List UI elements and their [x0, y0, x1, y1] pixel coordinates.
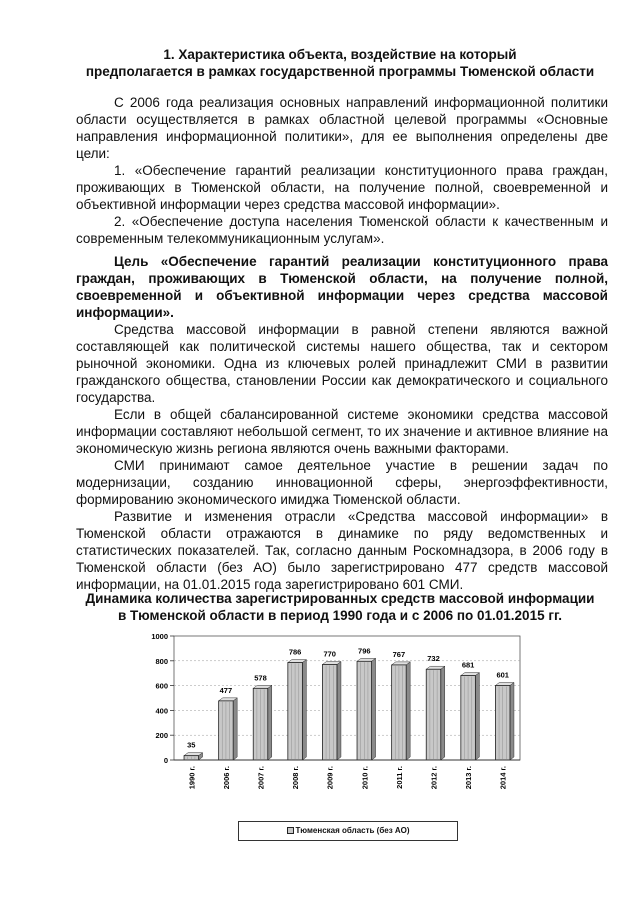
data-label: 35	[187, 740, 196, 750]
y-tick-label: 800	[155, 656, 168, 666]
data-label: 578	[254, 673, 267, 683]
bar-side	[268, 685, 272, 760]
goal-paragraph-4: Развитие и изменения отрасли «Средства массовой информации» в Тюменской области отражаются в динамике по ряду ведомственных и статистических показателей. Так, согласно данным Роскомнадзора, в 2006 году в Тюменской области (без АО) было зарегистрировано 477 средств массовой информации, на 01.01.2015 года зарегистрировано 601 СМИ.	[76, 509, 608, 592]
x-tick-label: 2014 г.	[498, 766, 508, 790]
y-tick-label: 200	[155, 731, 168, 741]
intro-section	[76, 94, 608, 247]
legend-swatch	[287, 827, 294, 834]
goal-section	[76, 253, 608, 593]
bar-side	[372, 658, 376, 760]
y-tick-label: 1000	[151, 632, 168, 641]
goal-paragraph-1: Средства массовой информации в равной степени являются важной составляющей как политической системы нашего общества, так и сектором рыночной экономики. Одна из ключевых ролей принадлежит СМИ в развитии гражданского общества, становлении России как демократического и социального государства.	[76, 322, 608, 405]
x-tick-label: 2010 г.	[360, 766, 370, 790]
goal-item-2: 2. «Обеспечение доступа населения Тюменской области к качественным и современным телекоммуникационным услугам».	[76, 214, 608, 246]
data-label: 767	[392, 649, 406, 659]
x-tick-label: 2009 г.	[325, 766, 335, 790]
data-label: 770	[323, 649, 336, 659]
y-tick-label: 0	[163, 756, 168, 765]
data-label: 786	[288, 647, 302, 657]
x-tick-label: 2006 г.	[221, 766, 231, 790]
legend-label: Тюменская область (без АО)	[295, 826, 410, 835]
bar-side	[510, 682, 514, 760]
y-tick-label: 400	[155, 706, 168, 716]
x-tick-label: 2008 г.	[291, 766, 301, 790]
data-label: 796	[358, 646, 371, 656]
bar-side	[302, 660, 306, 760]
chart-legend	[238, 821, 458, 841]
x-tick-label: 2012 г.	[429, 766, 439, 790]
y-tick-label: 600	[155, 681, 168, 691]
section-heading-line-2: предполагается в рамках государственной программы Тюменской области	[85, 64, 595, 79]
section-heading	[60, 46, 620, 80]
x-tick-label: 2011 г.	[394, 766, 404, 789]
data-label: 477	[219, 685, 233, 695]
x-tick-label: 2007 г.	[256, 766, 266, 790]
chart-title-line-2: в Тюменской области в период 1990 года и с 2006 по 01.01.2015 гг.	[118, 608, 562, 623]
bar-side	[233, 698, 237, 760]
intro-paragraph: С 2006 года реализация основных направлений информационной политики области осуществляется в рамках областной целевой программы «Основные направления информационной политики», для ее выполнения определены две цели:	[76, 95, 608, 161]
data-label: 732	[427, 654, 440, 664]
bar-side	[406, 662, 410, 760]
goal-title: Цель «Обеспечение гарантий реализации конституционного права граждан, проживающих в Тюменской области, на получение полной, своевременной и объективной информации через средства массовой информации».	[76, 254, 608, 320]
x-tick-label: 1990 г.	[187, 766, 197, 790]
chart-title	[60, 590, 620, 624]
bar-side	[475, 673, 479, 760]
data-label: 681	[461, 660, 475, 670]
section-heading-line-1: 1. Характеристика объекта, воздействие на который	[163, 47, 517, 62]
x-tick-label: 2013 г.	[464, 766, 474, 790]
bar-side	[441, 666, 445, 760]
chart-title-line-1: Динамика количества зарегистрированных средств массовой информации	[85, 591, 595, 606]
bar-chart	[132, 624, 532, 809]
goal-paragraph-3: СМИ принимают самое деятельное участие в решении задач по модернизации, созданию инновационной сферы, энергоэффективности, формированию экономического имиджа Тюменской области.	[76, 458, 608, 507]
data-label: 601	[496, 670, 509, 680]
bar-side	[337, 662, 341, 760]
goal-item-1: 1. «Обеспечение гарантий реализации конституционного права граждан, проживающих в Тюменской области, на получение полной, своевременной и объективной информации через средства массовой информации».	[76, 163, 608, 212]
goal-paragraph-2: Если в общей сбалансированной системе экономики средства массовой информации составляют небольшой сегмент, то их значение и активное влияние на экономическую жизнь региона являются очень важными факторами.	[76, 407, 608, 456]
